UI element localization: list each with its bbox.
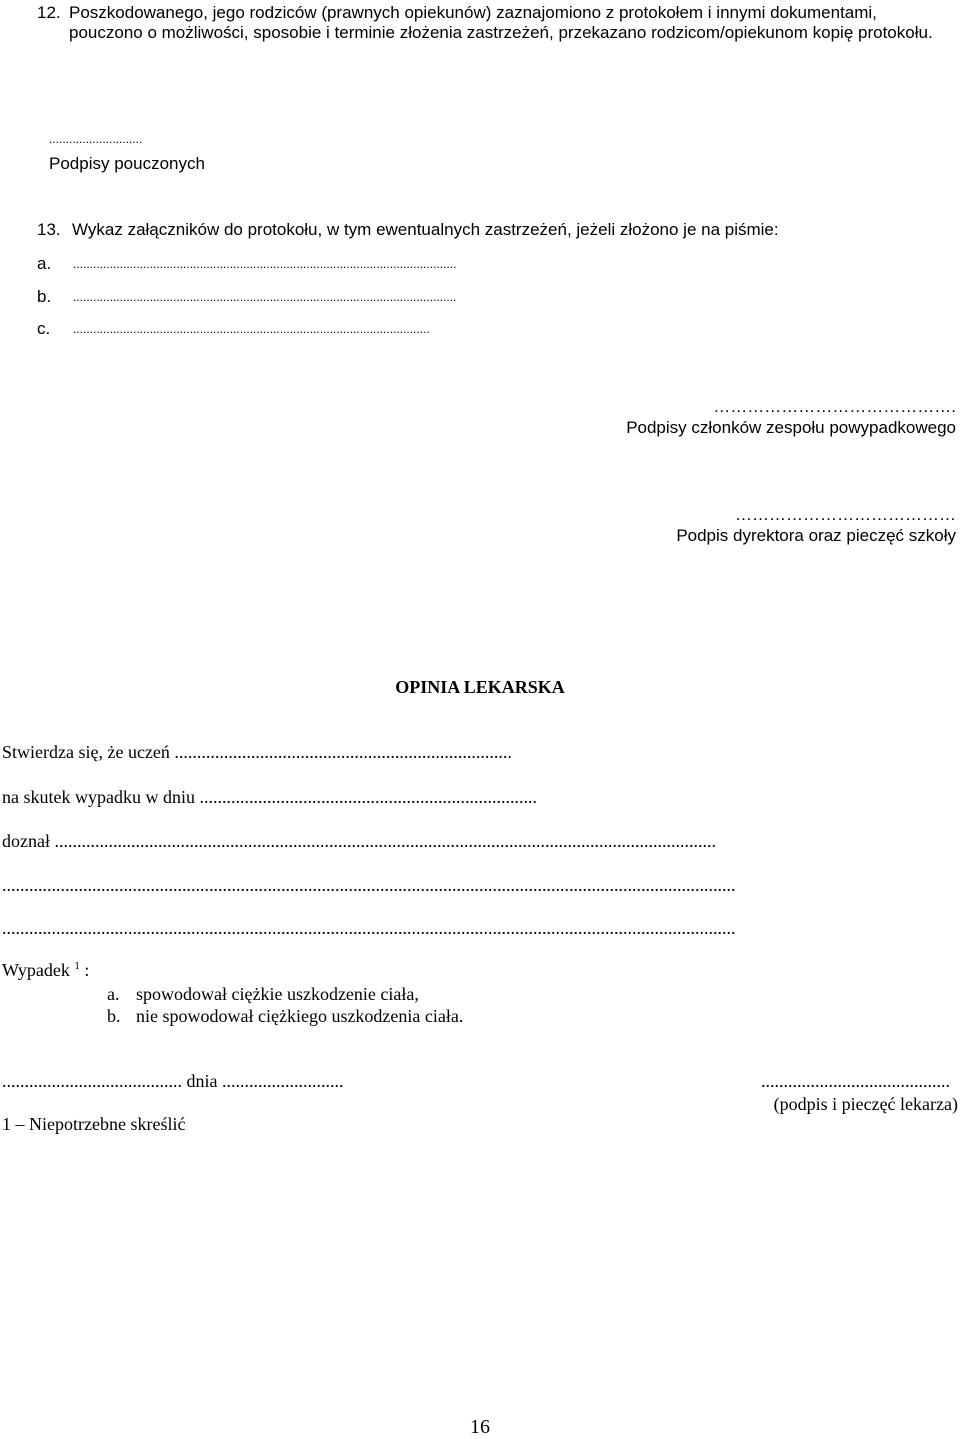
attachment-dots: ................................................................................................................... (73, 257, 457, 271)
option-text: spowodował ciężkie uszkodzenie ciała, (136, 984, 419, 1004)
opinion-student-line: Stwierdza się, że uczeń ........................................................................... (2, 742, 512, 762)
informed-signature-dots: ............................ (49, 132, 143, 146)
director-signature-dots: ………………………………… (735, 505, 956, 524)
opinion-blank-line: ................................................................................................................................................................... (2, 918, 736, 938)
wypadek-text: Wypadek (2, 960, 70, 980)
team-signature-label: Podpisy członków zespołu powypadkowego (626, 418, 956, 437)
attachment-letter: b. (37, 287, 52, 306)
item-12-number: 12. (37, 3, 61, 22)
wypadek-label (2, 960, 89, 981)
option-text: nie spowodował ciężkiego uszkodzenia ciała. (136, 1006, 464, 1026)
item-12-text-line1: Poszkodowanego, jego rodziców (prawnych opiekunów) zaznajomiono z protokołem i innymi dokumentami, (69, 3, 877, 22)
medical-opinion-heading: OPINIA LEKARSKA (395, 677, 565, 697)
wypadek-colon: : (84, 960, 90, 980)
page-number: 16 (470, 1416, 490, 1438)
attachment-dots: ........................................................................................................... (73, 322, 430, 336)
informed-signature-label: Podpisy pouczonych (49, 154, 205, 173)
team-signature-dots: ……………………………………. (713, 397, 956, 416)
opinion-accident-date-line: na skutek wypadku w dniu ........................................................................... (2, 787, 537, 807)
opinion-injury-line: doznał ................................................................................................................................................... (2, 831, 716, 851)
footnote-marker: 1 (74, 960, 80, 972)
option-letter: a. (107, 984, 120, 1004)
item-12-text-line2: pouczono o możliwości, sposobie i terminie złożenia zastrzeżeń, przekazano rodzicom/opiekunom kopię protokołu. (69, 23, 933, 42)
attachment-letter: a. (37, 254, 52, 273)
attachment-dots: ................................................................................................................... (73, 290, 457, 304)
date-line: ........................................ dnia ........................... (2, 1071, 344, 1091)
item-13-text: Wykaz załączników do protokołu, w tym ewentualnych zastrzeżeń, jeżeli złożono je na piśmie: (72, 220, 779, 239)
option-letter: b. (107, 1006, 121, 1026)
doctor-signature-dots: .......................................... (761, 1071, 950, 1091)
doctor-signature-label: (podpis i pieczęć lekarza) (773, 1094, 958, 1114)
opinion-blank-line: ................................................................................................................................................................... (2, 875, 736, 895)
item-13-number: 13. (37, 220, 61, 239)
attachment-letter: c. (37, 319, 51, 338)
footnote: 1 – Niepotrzebne skreślić (2, 1114, 186, 1134)
director-signature-label: Podpis dyrektora oraz pieczęć szkoły (676, 526, 956, 545)
